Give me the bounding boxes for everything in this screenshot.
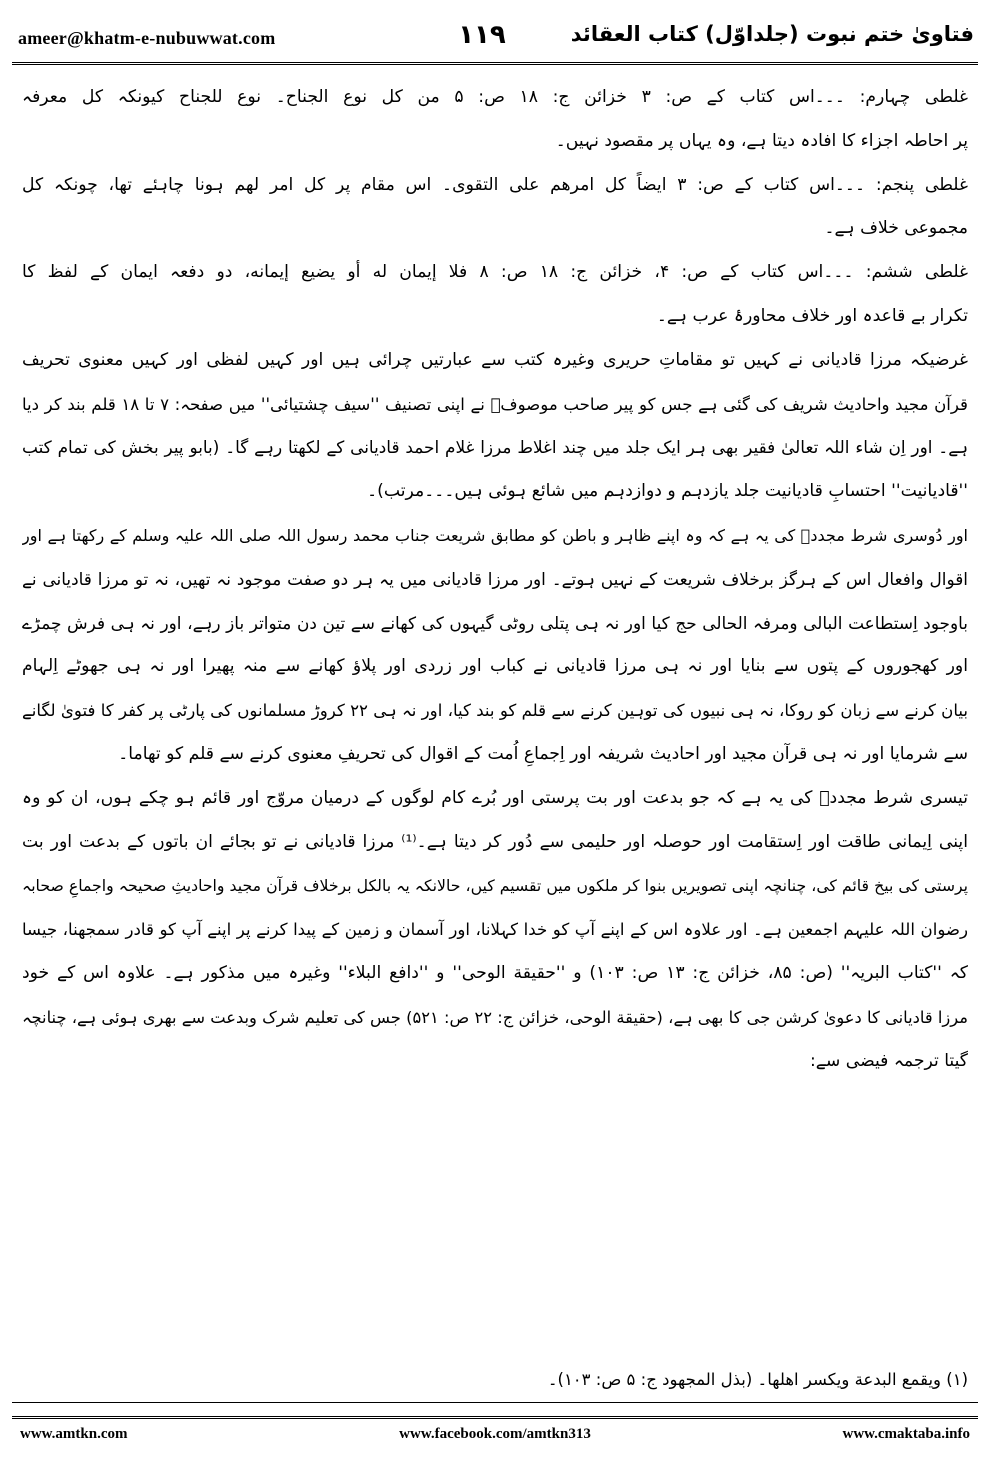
page-header <box>12 20 978 62</box>
header-email: ameer@khatm-e-nubuwwat.com <box>18 28 276 48</box>
text-line: تکرار بے قاعدہ اور خلاف محاورۂ عرب ہے۔ <box>656 305 968 326</box>
text-line: غلطی پنجم: ۔۔۔اس کتاب کے ص: ۳ ایضاً کل امرھم علی التقوی۔ اس مقام پر کل امر لھم ہونا چاہئے تھا، چونکہ کل <box>22 174 968 195</box>
text-line: غلطی چہارم: ۔۔۔اس کتاب کے ص: ۳ خزائن ج: ۱۸ ص: ۵ من کل نوع الجناح۔ نوع للجناح کیونکہ کل معرفہ <box>22 87 968 107</box>
footnote: (۱) ویقمع البدعة ویکسر اهلها۔ (بذل المجهود ج: ۵ ص: ۱۰۳)۔ <box>547 1370 968 1389</box>
text-line: اور دُوسری شرط مجددؒ کی یہ ہے کہ وہ اپنے ظاہر و باطن کو مطابق شریعت جناب محمد رسول اللہ صلی اللہ علیہ وسلم کے رکھتا ہے اور <box>22 525 968 545</box>
text-line: اقوال وافعال اس کے ہرگز برخلاف شریعت کے نہیں ہوتے۔ اور مرزا قادیانی میں یہ ہر دو صفت موجود نہ تھیں، نہ تو مرزا قادیانی نے <box>22 568 968 589</box>
body-text <box>22 76 968 1083</box>
text-line: مجموعی خلاف ہے۔ <box>824 218 968 239</box>
footnote-rule <box>12 1402 978 1403</box>
text-line: قرآن مجید واحادیث شریف کی گئی ہے جس کو پیر صاحب موصوفؒ نے اپنی تصنیف ''سیف چشتیائی'' میں صفحہ: ۷ تا ۱۸ قلم بند کر دیا <box>22 394 968 414</box>
text-line: باوجود اِستطاعت البالی ومرفہ الحالی حج کیا اور نہ ہی پتلی روٹی گیہوں کی کھانے سے تین دن متواتر باز رہے، اور نہ ہی فرش چمڑے <box>22 612 968 633</box>
footer-link-amtkn[interactable]: www.amtkn.com <box>20 1426 128 1442</box>
footer-link-cmaktaba[interactable]: www.cmaktaba.info <box>842 1426 970 1442</box>
footer-link-facebook[interactable]: www.facebook.com/amtkn313 <box>399 1426 591 1442</box>
text-line: مرزا قادیانی کا دعویٰ کرشن جی کا بھی ہے، (حقیقة الوحی، خزائن ج: ۲۲ ص: ۵۲۱) جس کی تعلیم شرک وبدعت سے بھری ہوئی ہے، چنانچہ <box>22 1007 968 1027</box>
text-line: رضوان اللہ علیہم اجمعین ہے۔ اور علاوہ اس کے اپنے آپ کو خدا کہلانا، اور آسمان و زمین کے پیدا کرنے پر اپنے آپ کو قادر سمجھنا، جیسا <box>22 920 968 940</box>
text-line: کہ ''کتاب البریہ'' (ص: ۸۵، خزائن ج: ۱۳ ص: ۱۰۳) و ''حقیقة الوحی'' و ''دافع البلاء'' وغیرہ میں مذکور ہے۔ علاوہ اس کے خود <box>22 962 968 983</box>
text-line: پرستی کی بیخ قائم کی، چنانچہ اپنی تصویریں بنوا کر ملکوں میں تقسیم کیں، حالانکہ یہ بالکل برخلاف قرآن مجید واحادیثِ صحیحہ واجماعِ صحابہ <box>22 876 968 896</box>
text-line: سے شرمایا اور نہ ہی قرآن مجید اور احادیث شریفہ اور اِجماعِ اُمت کے اقوال کی تحریفِ معنوی کرنے سے قلم کو تھاما۔ <box>118 743 968 764</box>
header-rule <box>12 62 978 65</box>
text-line: غرضیکہ مرزا قادیانی نے کہیں تو مقاماتِ حریری وغیرہ کتب سے عبارتیں چرائی ہیں اور کہیں لفظی اور کہیں معنوی تحریف <box>22 349 968 370</box>
text-line: اپنی اِیمانی طاقت اور اِستقامت اور حوصلہ اور حلیمی سے دُور کر دیتا ہے۔⁽¹⁾ مرزا قادیانی نے تو بجائے ان باتوں کے بدعت اور بت <box>22 831 968 852</box>
text-line: غلطی ششم: ۔۔۔اس کتاب کے ص: ۴، خزائن ج: ۱۸ ص: ۸ فلا إیمان له أو یضیع إیمانه، دو دفعہ ایمان کے لفظ کا <box>22 262 968 283</box>
text-line: تیسری شرط مجددؒ کی یہ ہے کہ جو بدعت اور بت پرستی اور بُرے کام لوگوں کے درمیان مروّج اور قائم ہو چکے ہوں، ان کو وہ <box>22 787 968 808</box>
text-line: ہے۔ اور اِن شاء اللہ تعالیٰ فقیر بھی ہر ایک جلد میں چند اغلاط مرزا غلام احمد قادیانی کے لکھتا رہے گا۔ (بابو پیر بخش کی تمام کتب <box>22 437 968 458</box>
text-line: ''قادیانیت'' احتسابِ قادیانیت جلد یازدہم و دوازدہم میں شائع ہوئی ہیں۔۔۔مرتب)۔ <box>367 481 968 502</box>
text-line: بیان کرنے سے زبان کو روکا، نہ ہی نبیوں کی توہین کرنے سے قلم کو بند کیا، اور نہ ہی ۲۲ کروڑ مسلمانوں کی پارٹی پر کفر کا فتویٰ لگانے <box>22 701 968 721</box>
page-footer <box>12 1426 978 1450</box>
text-line: پر احاطہ اجزاء کا افادہ دیتا ہے، وہ یہاں پر مقصود نہیں۔ <box>555 130 968 151</box>
footer-rule <box>12 1416 978 1419</box>
text-line: اور کھجوروں کے پتوں سے بنایا اور نہ ہی مرزا قادیانی نے کباب اور زردی اور پلاؤ کھانے سے منہ پھیرا اور نہ ہی جھوٹے اِلہام <box>22 656 968 677</box>
text-line: گیتا ترجمہ فیضی سے: <box>810 1050 968 1071</box>
page-number: ۱۱۹ <box>458 20 506 50</box>
book-title: فتاویٰ ختم نبوت (جلداوّل) کتاب العقائد <box>570 22 974 46</box>
